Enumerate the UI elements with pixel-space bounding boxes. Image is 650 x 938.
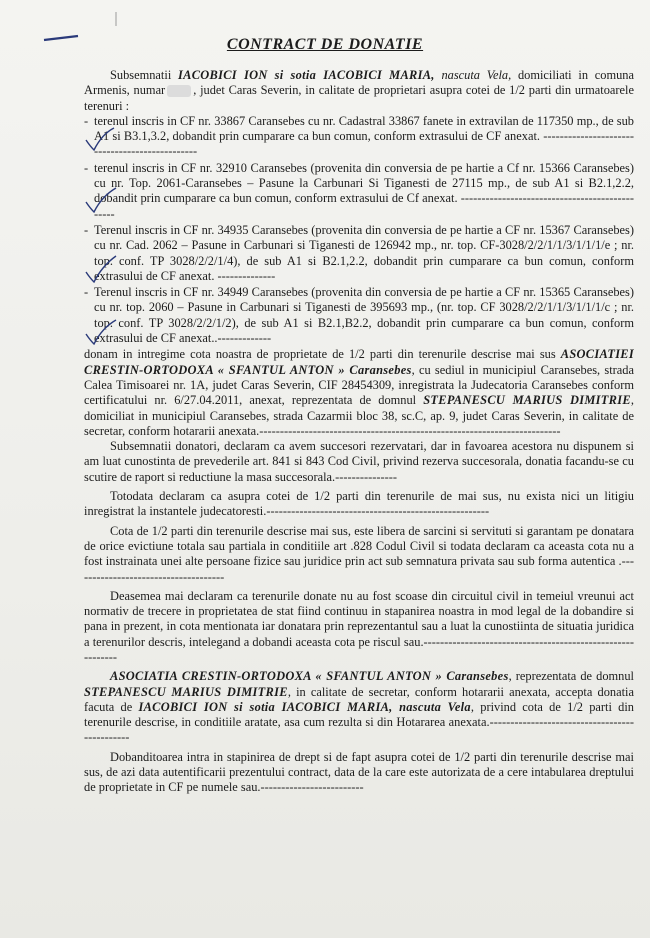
redacted-number [167,85,191,97]
land-item: - terenul inscris in CF nr. 32910 Caransebes (provenita din conversia de pe hartie a Cf nr. 15366 Caransebes) cu nr. Top. 2061-Caransebes – Pasune la Carbunari Si Tiganesti de 27115 mp., de sub A1 si B2.1,2.2, dobandit prin cumparare ca bun comun, conform extrasului de Cf anexat. ----------------------------------------------- [84,160,634,221]
paragraph-sarcini: Cota de 1/2 parti din terenurile descrise mai sus, este libera de sarcini si servituti si garantam pe donatara de orice evictiune totala sau partiala in conditiile art .828 Codul Civil si todata declaram ca aceasta cota nu a fost instrainata unei alte persoane fizice sau juridice prin act sub semnatura privata sau sub forma autentica .------------------------------------- [84,523,634,584]
donor-names: IACOBICI ION si sotia IACOBICI MARIA, [178,68,435,82]
intro-text-3: , judet Caras Severin, in calitate de proprietari asupra cotei de 1/2 parti din urmatoarele terenuri : [84,83,634,113]
intro-text-1: Subsemnatii [110,68,179,82]
intro-paragraph [84,68,634,114]
acceptance-paragraph [84,669,634,745]
donate-text-2: , cu sediul in municipiul Caransebes, strada Calea Timisoarei nr. 1A, judet Caras Severin, CIF 28454309, inregistrata la Judecatoria Caransebes conform certificatului nr. 6/27.04.2011, anexat, reprezentata de domnul [84,362,634,408]
accept-text-2: , in calitate de secretar, conform hotararii anexata, accepta donatia facuta de [84,684,634,714]
land-item: - Terenul inscris in CF nr. 34935 Caransebes (provenita din conversia de pe hartie a CF nr. 15367 Caransebes) cu nr. Cad. 2062 – Pasune in Carbunari si Tiganesti de 126942 mp., nr. top. CF-3028/2/2/1/1/3/1/1/1/e ; nr. top. conf. TP 3028/2/2/1/4), de sub A1 si B2.1,2.2, dobandit prin cumparare ca bun comun, conform extrasului de CF anexat. -------------- [84,222,634,283]
paragraph-succesori: Subsemnatii donatori, declaram ca avem succesori rezervatari, dar in favoarea acestora nu dispunem si am luat cunostinta de prevederile art. 841 si 843 Cod Civil, privind rezerva succesorala, donatia facandu-se cu scutire de raport si reductiune la masa succesorala.--------------- [84,439,634,484]
association-name: ASOCIATIEI CRESTIN-ORTODOXA « SFANTUL ANTON » Caransebes [84,347,634,377]
donate-text-3: , domiciliat in municipiul Caransebes, strada Cazarmii bloc 38, sc.C, ap. 9, judet Caras Severin, in calitate de secretar, conform hotararii anexata.------------------------------------------------------------------------- [84,393,634,438]
land-item: - Terenul inscris in CF nr. 34949 Caransebes (provenita din conversia de pe hartie a CF nr. 15365 Caransebes) cu nr. top. 2060 – Pasune in Carbunari si Tiganesti de 395693 mp., (nr. top. CF 3028/2/2/1/1/3/1/1/1/c ; nr. top. conf. TP 3028/2/2/1/2), de sub A1 si B2.1,B2.2, dobandit prin cumparare ca bun comun, conform extrasului de CF anexat..------------- [84,285,634,346]
representative-name-2: STEPANESCU MARIUS DIMITRIE [84,684,288,699]
accept-text-3: , privind cota de 1/2 parti din terenurile descrise, in conditiile aratate, asa cum rezulta si din Hotararea anexata.---------------------------------------------- [84,699,634,745]
paragraph-litigiu: Totodata declaram ca asupra cotei de 1/2 parti din terenurile de mai sus, nu exista nici un litigiu inregistrat la instantele judecatoresti.------------------------------------------------------ [84,489,634,519]
document-title: CONTRACT DE DONATIE [226,36,424,53]
donor-born: nascuta Vela, [434,68,512,82]
land-item: - terenul inscris in CF nr. 33867 Caransebes cu nr. Cadastral 33867 fanete in extravilan de 117350 mp., de sub A1 si B3.1,3.2, dobandit prin cumparare ca bun comun, conform extrasului de CF anexat. ----------------------------------------------- [84,113,634,159]
check-marks [80,120,200,380]
donate-text-1: donam in intregime cota noastra de proprietate de 1/2 parti din terenurile descrise mai sus [84,347,561,362]
representative-name: STEPANESCU MARIUS DIMITRIE [423,393,631,408]
intro-text-2: domiciliati in comuna Armenis, numar [84,68,635,98]
association-name-2: ASOCIATIA CRESTIN-ORTODOXA « SFANTUL ANTON » Caransebes [110,669,509,684]
paragraph-circuit: Deasemea mai declaram ca terenurile donate nu au fost scoase din circuitul civil in temeiul vreunui act normativ de trecere in proprietatea de stat fiind continuu in stapanirea noastra in mod legal de la dobandire si pana in prezent, in cota mentionata iar donatara prin reprezentantul sau a luat la cunostiinta de situatia juridica a terenurilor descris, intelegand a dobandi aceasta cota pe riscul sau.----------------------------------------------------------- [84,588,634,664]
final-paragraph: Dobanditoarea intra in stapinirea de drept si de fapt asupra cotei de 1/2 parti din terenurile descrise mai sus, de azi data autentificarii prezentului contract, data de la care este autorizata de a cere intabularea dreptului de proprietate in CF pe numele sau.------------------------- [84,749,634,795]
donor-names-2: IACOBICI ION si sotia IACOBICI MARIA, nascuta Vela [138,699,471,714]
accept-text-1: , reprezentata de domnul [508,669,634,684]
